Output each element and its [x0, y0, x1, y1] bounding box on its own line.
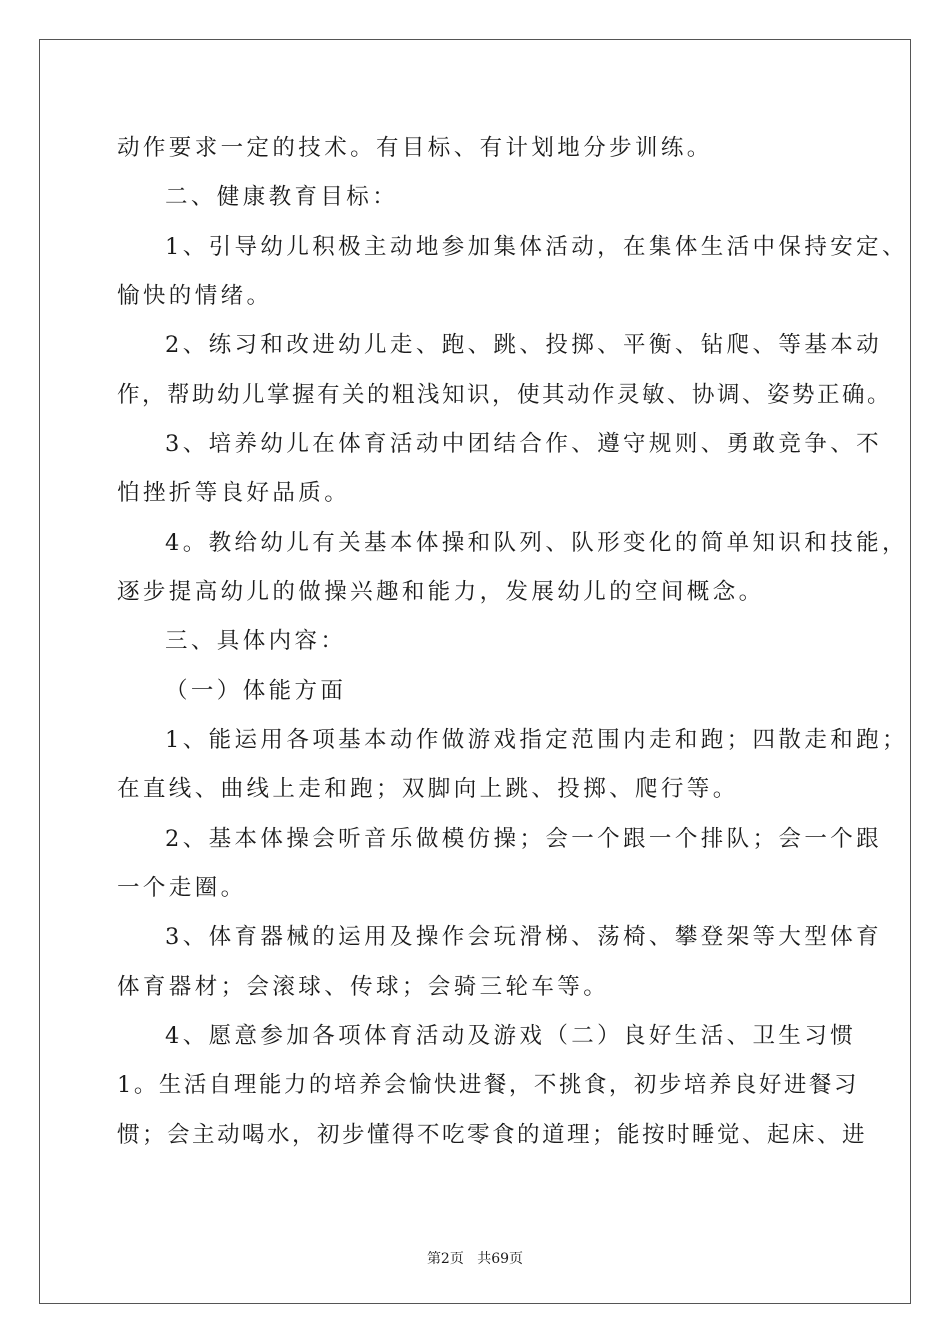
text-line: 愉快的情绪。 [117, 283, 273, 309]
text-line: 一个走圈。 [117, 875, 247, 901]
section-heading: 二、健康教育目标： [165, 184, 399, 210]
text-line: 作，帮助幼儿掌握有关的粗浅知识，使其动作灵敏、协调、姿势正确。 [117, 382, 893, 408]
page-total: 共69页 [477, 1251, 524, 1267]
page-footer [0, 1248, 950, 1268]
text-line: 体育器材；会滚球、传球；会骑三轮车等。 [117, 974, 610, 1000]
text-line: 4。教给幼儿有关基本体操和队列、队形变化的简单知识和技能， [165, 530, 908, 556]
page-number: 第2页 [426, 1251, 464, 1267]
text-line: 动作要求一定的技术。有目标、有计划地分步训练。 [117, 135, 713, 161]
text-line: 3、体育器械的运用及操作会玩滑梯、荡椅、攀登架等大型体育 [165, 924, 883, 950]
text-line: 逐步提高幼儿的做操兴趣和能力，发展幼儿的空间概念。 [117, 579, 765, 605]
text-line: 2、基本体操会听音乐做模仿操；会一个跟一个排队；会一个跟 [165, 826, 883, 852]
subsection-heading: （一）体能方面 [165, 678, 347, 704]
text-line: 4、愿意参加各项体育活动及游戏（二）良好生活、卫生习惯 [165, 1023, 857, 1049]
text-line: 2、练习和改进幼儿走、跑、跳、投掷、平衡、钻爬、等基本动 [165, 332, 883, 358]
text-line: 1、引导幼儿积极主动地参加集体活动，在集体生活中保持安定、 [165, 234, 908, 260]
text-line: 1。生活自理能力的培养会愉快进餐，不挑食，初步培养良好进餐习 [117, 1072, 859, 1098]
text-line: 在直线、曲线上走和跑；双脚向上跳、投掷、爬行等。 [117, 776, 739, 802]
text-line: 惯；会主动喝水，初步懂得不吃零食的道理；能按时睡觉、起床、进 [117, 1122, 868, 1148]
text-line: 3、培养幼儿在体育活动中团结合作、遵守规则、勇敢竞争、不 [165, 431, 883, 457]
section-heading: 三、具体内容： [165, 628, 347, 654]
text-line: 怕挫折等良好品质。 [117, 480, 351, 506]
text-line: 1、能运用各项基本动作做游戏指定范围内走和跑；四散走和跑； [165, 727, 908, 753]
